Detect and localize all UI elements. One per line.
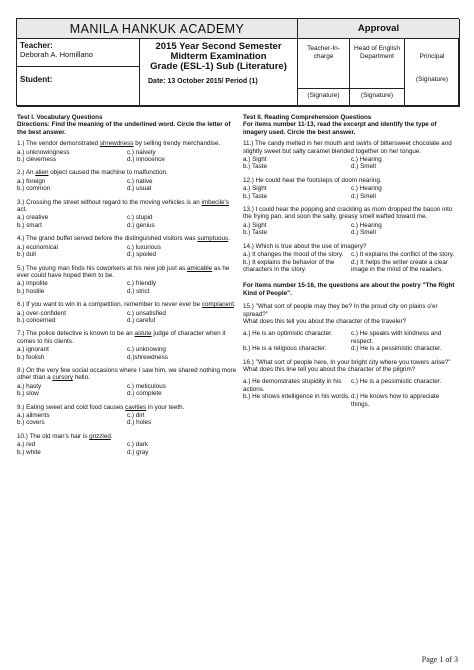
question-stem	[17, 265, 237, 280]
page-number: Page 1 of 3	[421, 655, 458, 664]
stem-text: 8.) On the very few social occasions where I saw him, we shared nothing more other than a	[17, 366, 237, 382]
question-stem	[17, 169, 237, 176]
signature-role: Principal	[419, 53, 445, 60]
signature-head-of-department	[350, 39, 405, 107]
reading-question	[243, 206, 459, 237]
exam-type: Midterm Examination	[170, 51, 267, 62]
answer-options	[243, 185, 459, 200]
answer-options	[17, 280, 237, 295]
answer-option[interactable]: b.) Taste	[243, 163, 268, 171]
answer-option[interactable]: b.) hostile	[17, 287, 45, 295]
section-directions: Directions: Find the meaning of the underlined word. Circle the letter of the best answer.	[17, 121, 231, 136]
answer-option[interactable]: c.) He is a pessimistic character.	[351, 378, 442, 386]
answer-option[interactable]: c.) It explains the conflict of the story.	[351, 251, 455, 259]
answer-options	[17, 178, 237, 193]
vocab-question	[17, 265, 237, 296]
stem-text: 2.) An	[17, 169, 36, 177]
answer-options	[243, 378, 459, 408]
answer-option[interactable]: b.) He shows intelligence in his words.	[243, 393, 350, 401]
answer-option[interactable]: a.) Sight	[243, 156, 267, 164]
approval-heading: Approval	[298, 19, 460, 39]
answer-option[interactable]: a.) foreign	[17, 177, 46, 185]
question-subprompt: What does this line tell you about the character of the pilgrim?	[243, 365, 416, 373]
stem-text: 6.) If you want to win in a competition, remember to never ever be	[17, 301, 202, 309]
answer-options	[243, 251, 459, 273]
answer-option[interactable]: b.) covers	[17, 419, 45, 427]
question-group-imagery	[243, 140, 459, 273]
stem-text: 1.) The vendor demonstrated	[17, 140, 100, 148]
question-stem: 13.) I could hear the popping and crackling as mom dropped the bacon into the frying pan, and soon the salty, greasy smell wafted toward me.	[243, 206, 453, 221]
section-title: Test II. Reading Comprehension Questions	[243, 114, 372, 121]
vocab-question	[17, 433, 237, 456]
signature-teacher-in-charge	[298, 39, 350, 107]
answer-option[interactable]: d.) usual	[127, 185, 152, 193]
answer-option[interactable]: d.)shrewdness	[127, 353, 168, 361]
answer-option[interactable]: c.) Hearing	[351, 185, 382, 193]
answer-options	[17, 244, 237, 259]
answer-option[interactable]: b.) smart	[17, 221, 42, 229]
underlined-word: grizzled	[89, 432, 111, 440]
underlined-word: cavities	[125, 403, 147, 411]
poetry-question	[243, 303, 459, 352]
answer-option[interactable]: b.) slow	[17, 390, 39, 398]
underlined-word: alien	[35, 169, 49, 177]
reading-question	[243, 140, 459, 171]
underlined-word: imbecile's	[201, 198, 229, 206]
reading-question	[243, 177, 459, 200]
answer-option[interactable]: d.) Smell	[351, 192, 376, 200]
answer-option[interactable]: c.) dirt	[127, 412, 145, 419]
question-subprompt: What does this tell you about the character of the traveler?	[243, 317, 407, 325]
answer-option[interactable]: a.) He demonstrates stupidity in his actions.	[243, 378, 342, 393]
answer-option[interactable]: d.) gray	[127, 448, 149, 456]
student-label: Student:	[17, 67, 140, 107]
poetry-question	[243, 359, 459, 408]
vocab-question	[17, 199, 237, 230]
answer-option[interactable]: b.) cleverness	[17, 156, 57, 164]
stem-text: as he ever could have hoped them to be.	[17, 264, 230, 279]
stem-text: 9.) Eating sweet and cold food causes	[17, 403, 126, 411]
answer-option[interactable]: a.) ailments	[17, 412, 50, 419]
vocab-question	[17, 140, 237, 163]
teacher-name: Deborah A. Homillano	[20, 50, 93, 59]
question-stem	[17, 301, 237, 308]
exam-date: Date: 13 October 2015/ Period (1)	[148, 78, 258, 85]
answer-option[interactable]: c.) He speaks with kindness and respect.	[351, 330, 442, 345]
answer-option[interactable]: a.) over-confident	[17, 309, 67, 317]
stem-text: by selling trendy merchandise.	[133, 140, 221, 148]
question-stem	[17, 199, 237, 214]
vocabulary-section	[17, 114, 237, 456]
answer-option[interactable]: d.) He is a pessimistic character.	[351, 345, 442, 353]
stem-text: act.	[17, 206, 28, 214]
question-stem	[17, 330, 237, 345]
semester-line: 2015 Year Second Semester	[155, 41, 282, 52]
answer-option[interactable]: b.) He is a religious character.	[243, 345, 327, 353]
question-stem: 14.) Which is true about the use of imagery?	[243, 242, 367, 250]
answer-option[interactable]: a.) red	[17, 441, 36, 449]
answer-option[interactable]: b.) Taste	[243, 192, 268, 200]
answer-option[interactable]: d.) strict	[127, 287, 150, 295]
question-stem: 15.) "What sort of people may they be? In the proud city on plains o'er spread?"	[243, 303, 438, 318]
answer-options	[17, 214, 237, 229]
answer-option[interactable]: a.) Sight	[243, 185, 267, 193]
grade-subject: Grade (ESL-1) Sub (Literature)	[150, 61, 287, 72]
answer-option[interactable]: c.) dark	[127, 441, 148, 449]
underlined-word: complacent	[201, 301, 234, 309]
answer-option[interactable]: b.) concerned	[17, 316, 56, 324]
answer-option[interactable]: a.) creative	[17, 214, 49, 222]
answer-option[interactable]: c.) native	[127, 177, 153, 185]
answer-option[interactable]: c.) unknowing	[127, 346, 166, 354]
answer-options	[17, 149, 237, 164]
answer-option[interactable]: c.) stupid	[127, 214, 153, 222]
answer-options	[243, 156, 459, 171]
vocab-question	[17, 404, 237, 427]
answer-option[interactable]: a.) impolite	[17, 280, 48, 288]
question-stem: 12.) He could hear the footsteps of doom nearing.	[243, 176, 382, 184]
answer-option[interactable]: b.) Taste	[243, 229, 268, 237]
answer-option[interactable]: d.) Smell	[351, 163, 376, 171]
answer-options	[243, 330, 459, 352]
answer-option[interactable]: d.) He knows how to appreciate things.	[351, 393, 440, 408]
stem-text: 10.) The old man's hair is	[17, 432, 90, 440]
signature-principal	[405, 39, 460, 107]
answer-option[interactable]: b.) dull	[17, 251, 36, 259]
answer-option[interactable]: a.) It changes the mood of the story.	[243, 251, 344, 259]
answer-option[interactable]: d.) Smell	[351, 229, 376, 237]
stem-text: in your teeth.	[146, 403, 185, 411]
stem-text: 3.) Crossing the street without regard to the moving vehicles is an	[17, 198, 202, 206]
answer-option[interactable]: b.) common	[17, 185, 51, 193]
section-title: Test I. Vocabulary Questions	[17, 114, 103, 121]
underlined-word: astute	[134, 330, 152, 338]
answer-option[interactable]: d.) It helps the writer create a clear image in the mind of the readers.	[351, 258, 448, 273]
underlined-word: cursory	[52, 374, 74, 382]
reading-question	[243, 243, 459, 274]
signature-role: Teacher-In-charge	[307, 45, 340, 60]
section-directions-poetry: For items number 15-16, the questions are about the poetry "The Right Kind of People".	[243, 282, 455, 297]
answer-option[interactable]: d.) innocence	[127, 156, 165, 164]
semester-info	[140, 39, 298, 107]
answer-option[interactable]: a.) economical	[17, 243, 58, 251]
teacher-label: Teacher:	[20, 41, 53, 50]
stem-text: 5.) The young man finds his coworkers at his new job just as	[17, 264, 187, 272]
answer-option[interactable]: c.) friendly	[127, 280, 157, 288]
school-name: MANILA HANKUK ACADEMY	[17, 19, 298, 39]
underlined-word: sumptuous	[197, 235, 229, 243]
answer-option[interactable]: c.) meticulous	[127, 382, 166, 390]
answer-option[interactable]: a.) Sight	[243, 221, 267, 229]
stem-text: object caused the machine to malfunction.	[48, 169, 168, 177]
answer-option[interactable]: d.) spoiled	[127, 251, 157, 259]
stem-text: 4.) The grand buffet served before the distinguished visitors was	[17, 235, 198, 243]
question-stem: 16.) "What sort of people here, In your bright city where you towers arise?"	[243, 358, 451, 366]
answer-option[interactable]: b.) foolish	[17, 353, 45, 361]
question-stem	[17, 404, 237, 411]
vocab-question	[17, 169, 237, 192]
reading-section	[243, 114, 459, 408]
signature-role: Head of English Department	[354, 45, 400, 60]
answer-options	[17, 310, 237, 325]
answer-options	[17, 412, 237, 427]
answer-option[interactable]: c.) Hearing	[351, 221, 382, 229]
stem-text: .	[234, 301, 236, 309]
answer-option[interactable]: c.) naivety	[127, 148, 156, 156]
teacher-cell	[17, 39, 140, 67]
question-stem	[17, 433, 237, 440]
vocab-question	[17, 367, 237, 398]
answer-option[interactable]: d.) genius	[127, 221, 155, 229]
answer-option[interactable]: d.) complete	[127, 390, 162, 398]
stem-text: .	[228, 235, 230, 243]
answer-option[interactable]: b.) It explains the behavior of the characters in the story.	[243, 258, 335, 273]
vocab-question	[17, 330, 237, 361]
answer-option[interactable]: d.) careful	[127, 316, 155, 324]
signature-line: (Signature)	[298, 88, 349, 100]
answer-option[interactable]: a.) He is an optimistic character.	[243, 330, 333, 338]
question-stem	[17, 235, 237, 242]
question-stem	[17, 140, 237, 147]
underlined-word: shrewdness	[99, 140, 134, 148]
answer-option[interactable]: d.) holes	[127, 419, 152, 427]
section-directions: For items number 11-13, read the excerpt and identify the type of imagery used. Circle the best answer.	[243, 121, 437, 136]
question-stem	[17, 367, 237, 382]
question-group-poetry	[243, 303, 459, 408]
answer-options	[17, 441, 237, 456]
answer-option[interactable]: c.) luxurious	[127, 243, 161, 251]
vocab-question	[17, 235, 237, 258]
answer-option[interactable]: c.) unsatisfied	[127, 309, 166, 317]
answer-option[interactable]: a.) hasty	[17, 382, 42, 390]
answer-option[interactable]: a.) ignorant	[17, 346, 49, 354]
answer-options	[243, 222, 459, 237]
stem-text: .	[110, 432, 113, 440]
answer-options	[17, 383, 237, 398]
answer-option[interactable]: b.) white	[17, 448, 41, 456]
question-stem: 11.) The candy melted in her mouth and swirls of bittersweet chocolate and slightly sweet but salty caramel blended together on her tongue.	[243, 140, 452, 155]
answer-option[interactable]: c.) Hearing	[351, 156, 382, 164]
signature-line: (Signature)	[415, 76, 449, 83]
stem-text: hello.	[73, 374, 90, 382]
underlined-word: amicable	[186, 264, 213, 272]
answer-options	[17, 346, 237, 361]
answer-option[interactable]: a.) unknowingness	[17, 148, 70, 156]
vocab-question	[17, 301, 237, 324]
exam-header	[16, 18, 459, 106]
signature-line: (Signature)	[350, 88, 404, 100]
stem-text: judge of character when it comes to his clients.	[17, 330, 226, 345]
stem-text: 7.) The police detective is known to be an	[17, 330, 135, 338]
